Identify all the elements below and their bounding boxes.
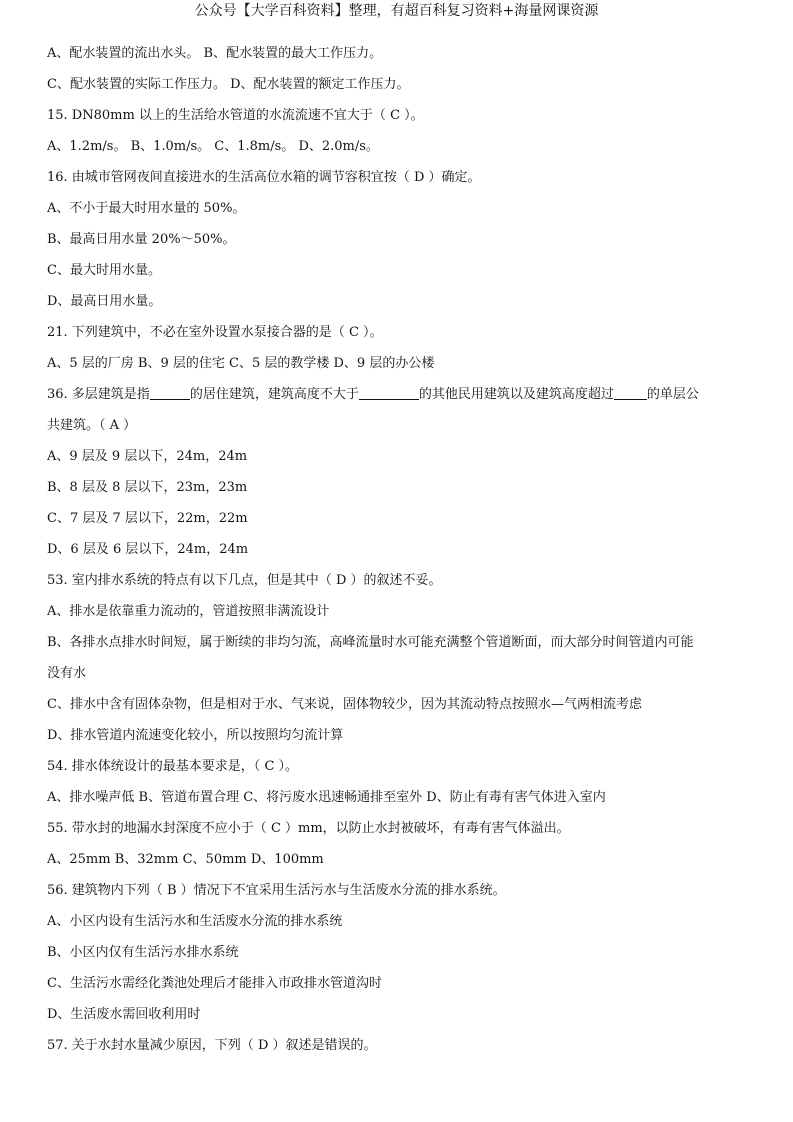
text-line: A、排水噪声低 B、管道布置合理 C、将污废水迅速畅通排至室外 D、防止有毒有害气体进入室内	[47, 790, 606, 805]
question-36-part: 36. 多层建筑是指	[47, 387, 150, 402]
text-line: C、排水中含有固体杂物，但是相对于水、气来说，固体物较少，因为其流动特点按照水—气两相流考虑	[47, 697, 642, 712]
text-line: A、配水装置的流出水头。 B、配水装置的最大工作压力。	[47, 46, 383, 61]
fill-blank	[359, 385, 419, 400]
text-line: D、排水管道内流速变化较小，所以按照均匀流计算	[47, 728, 344, 743]
text-line: C、最大时用水量。	[47, 263, 161, 278]
text-line: A、9 层及 9 层以下，24m，24m	[47, 449, 248, 464]
text-line: D、最高日用水量。	[47, 294, 162, 309]
text-line: D、生活废水需回收利用时	[47, 1007, 201, 1022]
text-line: 共建筑。（ A ）	[47, 418, 137, 433]
text-line: A、排水是依靠重力流动的，管道按照非满流设计	[47, 604, 330, 619]
question-16: 16. 由城市管网夜间直接进水的生活高位水箱的调节容积宜按（ D ）确定。	[47, 170, 481, 185]
page-header: 公众号【大学百科资料】整理，有超百科复习资料+海量网课资源	[194, 3, 599, 19]
question-36-part: 的居住建筑，建筑高度不大于	[189, 387, 359, 402]
text-line: A、1.2m/s。 B、1.0m/s。 C、1.8m/s。 D、2.0m/s。	[47, 139, 379, 154]
question-57: 57. 关于水封水量减少原因，下列（ D ）叙述是错误的。	[47, 1038, 377, 1053]
question-36-part: 的其他民用建筑以及建筑高度超过	[418, 387, 614, 402]
text-line: B、最高日用水量 20%～50%。	[47, 232, 236, 247]
question-36-part: 的单层公	[646, 387, 699, 402]
text-line: B、小区内仅有生活污水排水系统	[47, 945, 239, 960]
question-15: 15. DN80mm 以上的生活给水管道的水流流速不宜大于（ C ）。	[47, 108, 424, 123]
text-line: C、生活污水需经化粪池处理后才能排入市政排水管道沟时	[47, 976, 382, 991]
question-21: 21. 下列建筑中，不必在室外设置水泵接合器的是（ C ）。	[47, 325, 383, 340]
question-56: 56. 建筑物内下列（ B ）情况下不宜采用生活污水与生活废水分流的排水系统。	[47, 883, 506, 898]
text-line: A、5 层的厂房 B、9 层的住宅 C、5 层的教学楼 D、9 层的办公楼	[47, 356, 435, 371]
text-line: B、8 层及 8 层以下，23m，23m	[47, 480, 248, 495]
text-line: C、配水装置的实际工作压力。 D、配水装置的额定工作压力。	[47, 77, 410, 92]
text-line: A、小区内设有生活污水和生活废水分流的排水系统	[47, 914, 343, 929]
text-line: 没有水	[47, 666, 87, 681]
fill-blank	[150, 385, 190, 400]
text-line: C、7 层及 7 层以下，22m，22m	[47, 511, 248, 526]
question-53: 53. 室内排水系统的特点有以下几点，但是其中（ D ）的叙述不妥。	[47, 573, 442, 588]
text-line: D、6 层及 6 层以下，24m，24m	[47, 542, 249, 557]
question-54: 54. 排水体统设计的最基本要求是，（ C ）。	[47, 759, 299, 774]
text-line: B、各排水点排水时间短，属于断续的非均匀流，高峰流量时水可能充满整个管道断面，而大部分时间管道内可能	[47, 635, 694, 650]
text-line: A、不小于最大时用水量的 50%。	[47, 201, 246, 216]
question-36	[47, 379, 753, 410]
document-body	[47, 38, 753, 1061]
fill-blank	[614, 385, 647, 400]
text-line: A、25mm B、32mm C、50mm D、100mm	[47, 852, 324, 867]
question-55: 55. 带水封的地漏水封深度不应小于（ C ）mm，以防止水封被破坏，有毒有害气体溢出。	[47, 821, 570, 836]
